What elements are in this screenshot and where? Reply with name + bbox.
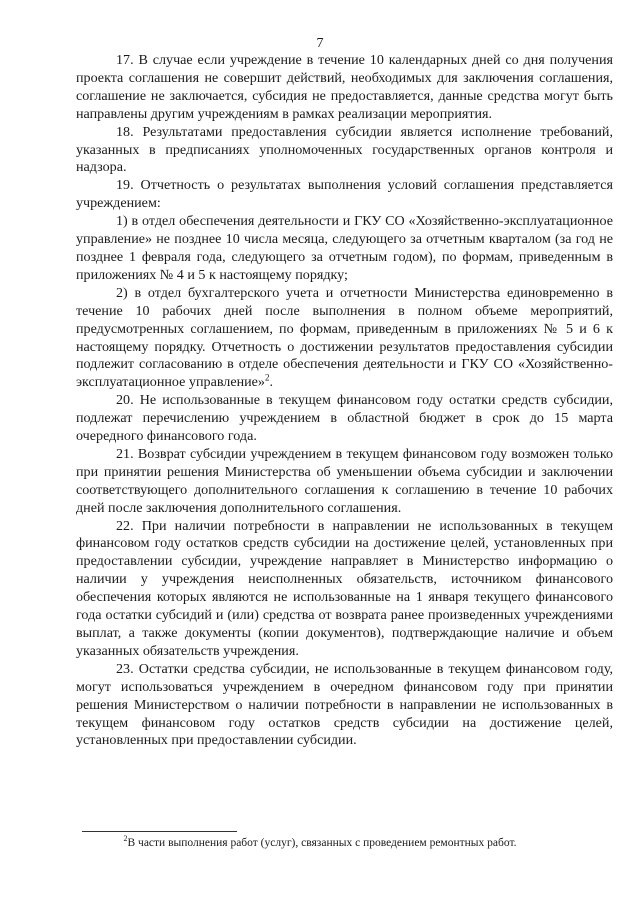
footnote-divider xyxy=(82,831,237,832)
paragraph-19: 19. Отчетность о результатах выполнения условий соглашения представляется учреждением: xyxy=(76,177,613,212)
footnote-text: В части выполнения работ (услуг), связанных с проведением ремонтных работ. xyxy=(127,837,517,849)
footnote-number: 2 xyxy=(123,834,128,844)
paragraph-21: 21. Возврат субсидии учреждением в текущем финансовом году возможен только при принятии решения Министерства об уменьшении объема субсидии и заключении соответствующего дополнительного соглашения к соглашению в течение 10 рабочих дней после заключения дополнительного соглашения. xyxy=(76,445,613,516)
paragraph-19-item-1: 1) в отдел обеспечения деятельности и ГКУ СО «Хозяйственно-эксплуатационное управление» не позднее 10 числа месяца, следующего за отчетным кварталом (за год не позднее 1 февраля года, следующего за отчетным годом), по формам, приведенным в приложениях № 4 и 5 к настоящему порядку; xyxy=(76,213,613,283)
page-number: 7 xyxy=(316,36,324,51)
paragraph-23: 23. Остатки средства субсидии, не использованные в текущем финансовом году, могут использоваться учреждением в очередном финансовом году при принятии решения Министерством о наличии потребности в направлении не использованных в текущем финансовом году остатков средств субсидии на достижение целей, установленных при предоставлении субсидии. xyxy=(76,660,613,749)
paragraph-19-item-2-text: 2) в отдел бухгалтерского учета и отчетности Министерства единовременно в течение 10 рабочих дней после выполнения в полном объеме мероприятий, предусмотренных соглашением, по формам, приведенным в приложениях № 5 и 6 к настоящему порядку. Отчетность о достижении результатов предоставления субсидии подлежит согласованию в отделе обеспечения деятельности и ГКУ СО «Хозяйственно-эксплуатационное управление» xyxy=(76,284,613,391)
paragraph-20: 20. Не использованные в текущем финансовом году остатки средств субсидии, подлежат перечислению учреждением в областной бюджет в срок до 15 марта очередного финансового года. xyxy=(76,392,613,445)
footnote-reference: 2 xyxy=(264,372,270,383)
paragraph-17: 17. В случае если учреждение в течение 10 календарных дней со дня получения проекта соглашения не совершит действий, необходимых для заключения соглашения, соглашение не заключается, субсидия не предоставляется, данные средства могут быть направлены другим учреждениям в рамках реализации мероприятия. xyxy=(76,52,613,122)
paragraph-18: 18. Результатами предоставления субсидии является исполнение требований, указанных в предписаниях уполномоченных государственных органов контроля и надзора. xyxy=(76,123,613,176)
paragraph-19-item-2-end: . xyxy=(269,374,273,391)
paragraph-22: 22. При наличии потребности в направлении не использованных в текущем финансовом году остатков средств субсидии на достижение целей, установленных при предоставлении субсидии, учреждение направляет в Министерство информацию о наличии у учреждения неисполненных обязательств, источником финансового обеспечения которых являются не использованные на 1 января текущего финансового года остатки субсидий и (или) средства от возврата ранее произведенных учреждениями выплат, а также документы (копии документов), подтверждающие наличие и объем указанных обязательств учреждения. xyxy=(76,517,613,659)
footnote xyxy=(0,836,640,850)
document-body xyxy=(76,52,613,750)
paragraph-19-item-2 xyxy=(76,285,613,392)
